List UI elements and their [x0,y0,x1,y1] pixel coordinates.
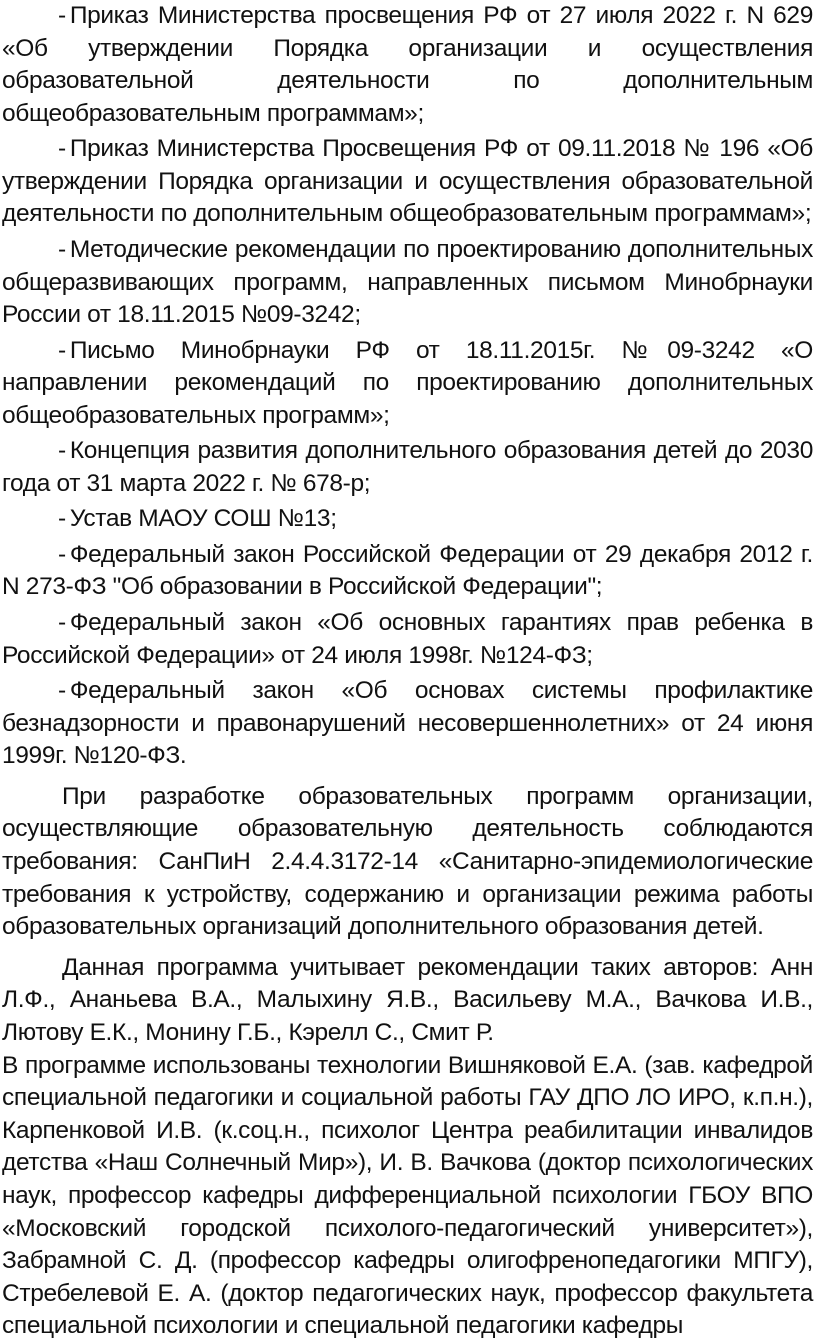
list-dash: - [58,540,66,568]
list-item-text: Концепция развития дополнительного образования детей до 2030 года от 31 марта 2022 г. № 678-р; [2,437,813,497]
list-dash: - [58,235,66,263]
paragraph-authors: Данная программа учитывает рекомендации таких авторов: Анн Л.Ф., Ананьева В.А., Малыхину Я.В., Васильеву М.А., Вачкова И.В., Лютову Е.К., Монину Г.Б., Кэрелл С., Смит Р. [2,953,813,1046]
list-item [2,607,813,672]
list-item-text: Устав МАОУ СОШ №13; [69,505,337,533]
list-item-text: Федеральный закон «Об основных гарантиях прав ребенка в Российской Федерации» от 24 июля 1998г. №124-ФЗ; [2,608,813,669]
list-dash: - [58,677,66,704]
list-dash: - [58,437,66,465]
list-item [2,675,813,773]
paragraph-sanpin: При разработке образовательных программ организации, осуществляющие образовательную деятельность соблюдаются требования: СанПиН 2.4.4.3172-14 «Санитарно-эпидемиологические требования к устройству, содержанию и организации режима работы образовательных организаций дополнительного образования детей. [2,782,813,941]
list-dash: - [58,505,66,533]
document-page [2,0,813,1343]
list-item [2,435,813,500]
list-item [2,503,813,536]
list-item [2,0,813,130]
list-dash: - [58,608,66,636]
list-item [2,539,813,604]
list-item-text: Методические рекомендации по проектированию дополнительных общеразвивающих программ, направленных письмом Минобрнауки России от 18.11.2015 №09-3242; [2,235,813,329]
list-item [2,234,813,332]
list-item-text: Письмо Минобрнауки РФ от 18.11.2015г. №09-3242 «О направлении рекомендаций по проектированию дополнительных общеобразовательных программ»; [2,336,813,429]
paragraph-technologies: В программе использованы технологии Вишняковой Е.А. (зав. кафедрой специальной педагогики и социальной работы ГАУ ДПО ЛО ИРО, к.п.н.), Карпенковой И.В. (к.соц.н., психолог Центра реабилитации инвалидов детства «Наш Солнечный Мир»), И. В. Вачкова (доктор психологических наук, профессор кафедры дифференциальной психологии ГБОУ ВПО «Московский городской психолого-педагогический университет»), Забрамной С. Д. (профессор кафедры олигофренопедагогики МПГУ), Стребелевой Е. А. (доктор педагогических наук, профессор факультета специальной психологии и специальной педагогики кафедры [2,1051,813,1340]
list-dash: - [58,2,66,29]
list-item-text: Приказ Министерства Просвещения РФ от 09.11.2018 № 196 «Об утверждении Порядка организации и осуществления образовательной деятельности по дополнительным общеобразовательным программам»; [2,135,813,228]
list-item [2,133,813,231]
list-item-text: Приказ Министерства просвещения РФ от 27 июля 2022 г. N 629 «Об утверждении Порядка организации и осуществления образовательной деятельности по дополнительным общеобразовательным программам»; [2,2,813,127]
list-item [2,335,813,433]
list-item-text: Федеральный закон «Об основах системы профилактике безнадзорности и правонарушений несовершеннолетних» от 24 июня 1999г. №120-ФЗ. [2,677,813,770]
list-dash: - [58,135,66,163]
list-dash: - [58,336,66,364]
list-item-text: Федеральный закон Российской Федерации от 29 декабря 2012 г. N 273-ФЗ "Об образовании в Российской Федерации"; [2,540,813,601]
